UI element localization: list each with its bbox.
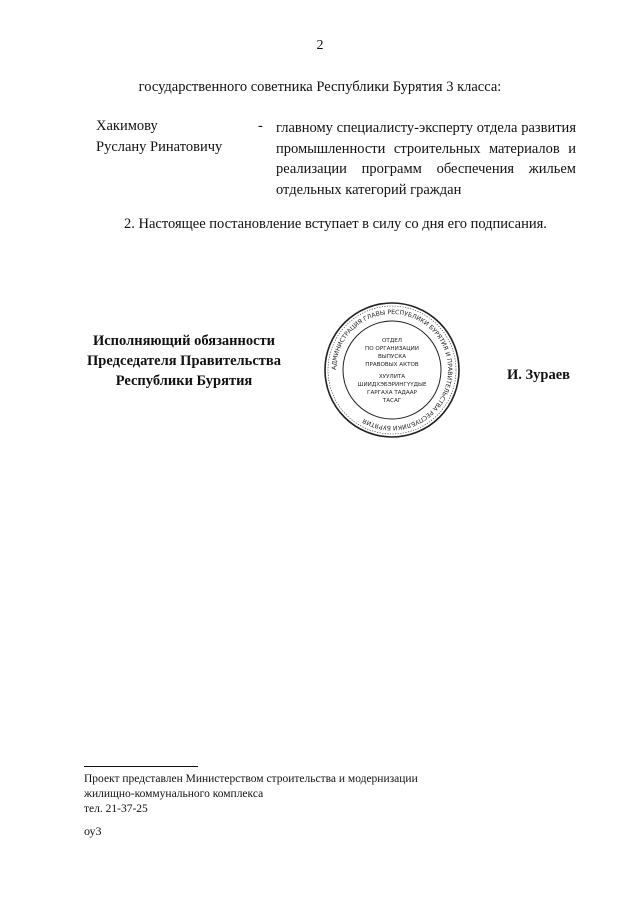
signatory-title-line-3: Республики Бурятия — [115, 373, 253, 389]
appointee-given-names: Руслану Ринатовичу — [96, 139, 223, 155]
seal-text-5: ХУУЛИТА — [378, 374, 406, 380]
seal-text-4: ПРАВОВЫХ АКТОВ — [365, 362, 419, 368]
appointee-position: главному специалисту-эксперту отдела развития промышленности строительных материалов и реализации программ обеспечения жильем отдельных категорий граждан — [276, 120, 576, 199]
seal-text-3: ВЫПУСКА — [377, 354, 407, 360]
signatory-name: И. Зураев — [507, 367, 571, 383]
seal-dotted-ring — [328, 306, 456, 434]
page-number: 2 — [316, 38, 324, 53]
footnote-line-2: жилищно-коммунального комплекса — [84, 788, 264, 800]
appointee-surname: Хакимову — [96, 118, 158, 134]
rank-heading: государственного советника Республики Бурятия 3 класса: — [138, 79, 502, 95]
document-code: оу3 — [84, 824, 102, 838]
clause-2: 2. Настоящее постановление вступает в силу со дня его подписания. — [124, 216, 547, 232]
seal-text-1: ОТДЕЛ — [382, 338, 402, 344]
signatory-title — [80, 331, 288, 391]
signatory-title-line-2: Председателя Правительства — [87, 353, 281, 369]
footnote-divider — [84, 766, 198, 767]
seal-text-6: ШИИДХЭБЭРИНГҮҮДЫЕ — [357, 382, 427, 388]
signatory-title-line-1: Исполняющий обязанности — [92, 333, 276, 349]
seal-ring-text: АДМИНИСТРАЦИЯ ГЛАВЫ РЕСПУБЛИКИ БУРЯТИЯ И ПРАВИТЕЛЬСТВА РЕСПУБЛИКИ БУРЯТИЯ — [330, 308, 454, 432]
seal-inner-ring — [343, 321, 441, 419]
seal-text-8: ТАСАГ — [382, 398, 402, 404]
seal-text-2: ПО ОРГАНИЗАЦИИ — [365, 346, 419, 352]
seal-text-7: ГАРГАХА ТАДААР — [367, 390, 417, 396]
official-seal — [322, 300, 462, 440]
appointee-dash: - — [258, 118, 263, 134]
seal-outer-ring — [325, 303, 459, 437]
footnote-phone: тел. 21-37-25 — [84, 803, 148, 815]
footnote-line-1: Проект представлен Министерством строительства и модернизации — [84, 773, 418, 785]
